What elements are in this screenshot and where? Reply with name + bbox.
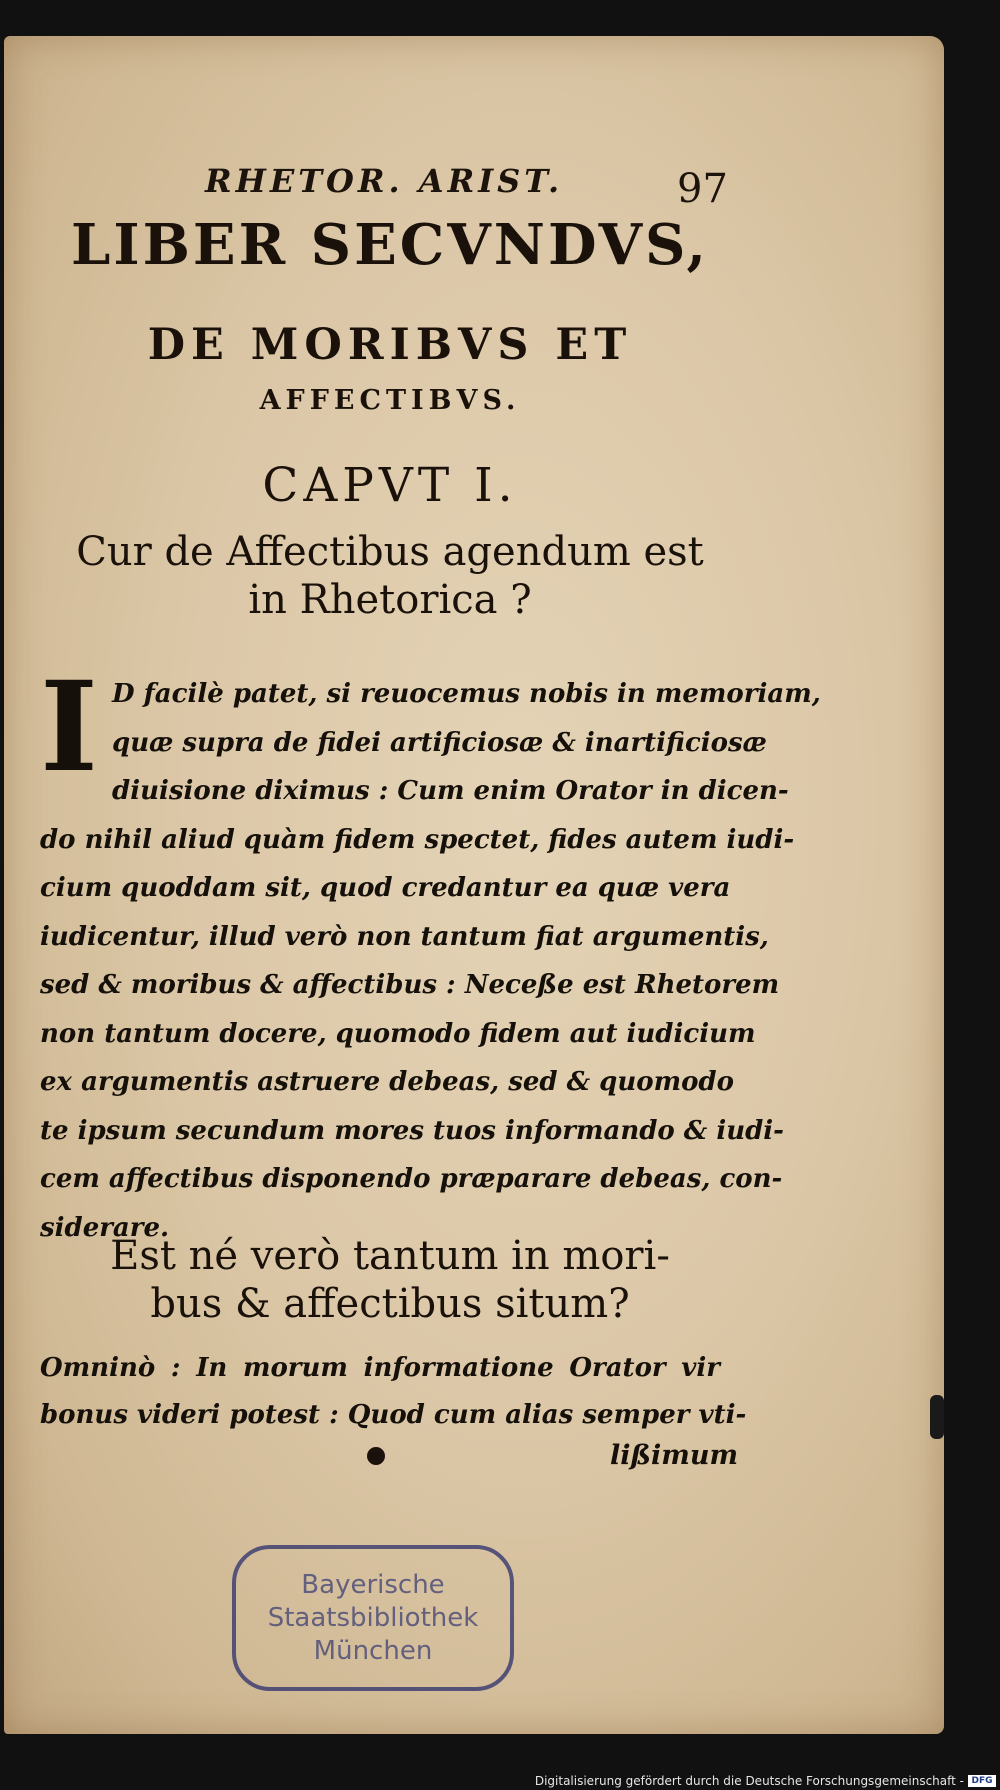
page-edge-shadow [930,1395,944,1439]
text-line: cium quoddam sit, quod credantur ea quæ vera [40,873,731,903]
text-line: cem affectibus disponendo præparare debeas, con- [40,1164,783,1194]
text-line: Omninò : In morum informatione Orator vir [40,1353,720,1383]
section-heading-2 [40,1232,740,1328]
catchword: lißimum [610,1440,739,1471]
text-line: non tantum docere, quomodo fidem aut iudicium [40,1018,756,1049]
running-head: RHETOR. ARIST. [205,162,564,200]
stamp-line: Staatsbibliothek [267,1603,479,1633]
signature-mark [367,1447,385,1465]
heading-line: Est né verò tantum in mori- [110,1233,670,1279]
text-line: bonus videri potest : Quod cum alias semper vti- [40,1400,747,1430]
text-line: sed & moribus & affectibus : Neceße est Rhetorem [40,970,780,1000]
dfg-logo: DFG [968,1775,996,1787]
chapter-title: CAPVT I. [262,458,518,513]
paragraph-2 [40,1345,747,1439]
text-line: D facilè patet, si reuocemus nobis in memoriam, [112,679,821,709]
heading-line: in Rhetorica ? [248,577,532,623]
drop-cap: I [40,655,99,800]
text-line: diuisione diximus : Cum enim Orator in dicen- [112,776,789,806]
heading-line: bus & affectibus situm? [150,1281,630,1327]
text-line: te ipsum secundum mores tuos informando & iudi- [40,1115,784,1146]
digitization-credit: Digitalisierung gefördert durch die Deutsche Forschungsgemeinschaft - [534,1774,964,1788]
library-stamp [232,1545,514,1691]
text-line: ex argumentis astruere debeas, sed & quomodo [40,1067,734,1097]
page-number: 97 [677,166,728,212]
paragraph-1 [40,655,821,1252]
heading-line: Cur de Affectibus agendum est [76,529,704,575]
text-line: quæ supra de fidei artificiosæ & inartificiosæ [112,727,767,758]
text-line: siderare. [40,1212,170,1243]
stamp-line: Bayerische [301,1570,445,1600]
text-line: do nihil aliud quàm fidem spectet, fides autem iudi- [40,824,795,855]
book-title: LIBER SECVNDVS, [71,212,709,278]
book-subtitle-continuation: AFFECTIBVS. [259,385,521,416]
book-subtitle: DE MORIBVS ET [147,320,633,370]
text-line: iudicentur, illud verò non tantum fiat argumentis, [40,921,769,952]
stamp-line: München [313,1636,433,1666]
section-heading-1 [40,528,740,624]
